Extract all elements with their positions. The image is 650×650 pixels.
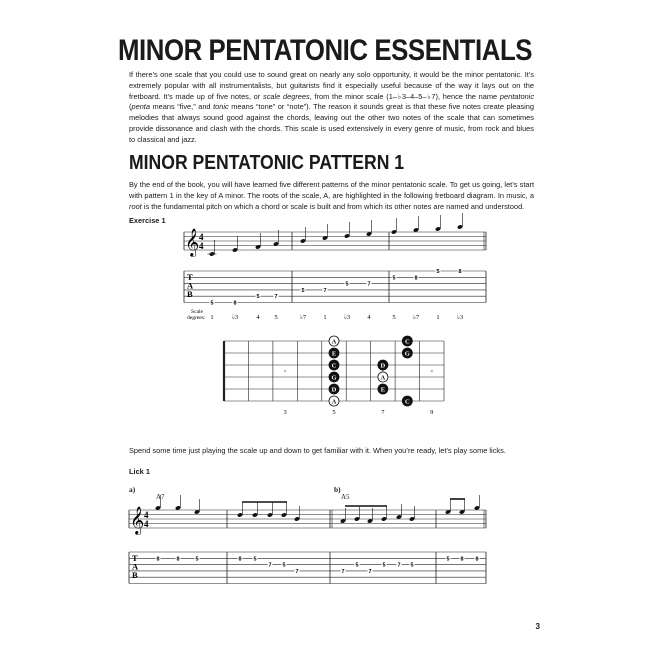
- treble-clef-icon: 𝄞: [185, 230, 200, 256]
- spend-paragraph: Spend some time just playing the scale up and down to get familiar with it. When you’re ready, let’s play some licks.: [129, 446, 506, 455]
- tab-fret-number: 7: [397, 562, 401, 569]
- tab-letter: T: [132, 553, 138, 563]
- tab-fret-number: 7: [368, 568, 372, 575]
- tab-fret-number: 8: [156, 556, 160, 563]
- intro-text: If there’s one scale that you could use to sound great on nearly any solo opportunity, it would be the minor pentatonic. It’s extremely popular with all instrumentalists, but guitarists find it especially useful because of the way it lays out on the fretboard. It’s made up of five notes, or: [129, 70, 534, 101]
- exercise1-tab: [184, 268, 486, 307]
- tab-fret-number: 5: [436, 269, 440, 275]
- time-signature-bottom: 4: [144, 519, 149, 529]
- tab-letter: B: [187, 289, 193, 299]
- tab-fret-number: 5: [355, 562, 359, 569]
- scale-degree: 5: [274, 314, 278, 321]
- fret-number: 3: [283, 409, 287, 416]
- page-title: MINOR PENTATONIC ESSENTIALS: [117, 34, 533, 67]
- intro-text: , from the minor scale (1–♭3–4–5–♭7), hence the name: [309, 91, 500, 101]
- note-name: C: [331, 362, 337, 370]
- page-number: 3: [535, 622, 540, 631]
- scale-degree: 1: [210, 314, 214, 321]
- lick-label: Lick 1: [129, 467, 150, 476]
- tab-fret-number: 5: [392, 275, 396, 282]
- exercise1-degrees: [187, 309, 463, 321]
- scale-degree: 5: [392, 314, 396, 321]
- tab-fret-number: 5: [382, 562, 386, 569]
- scale-degree: ♭3: [231, 314, 239, 321]
- time-signature-top: 4: [144, 510, 149, 520]
- note-name: G: [404, 350, 410, 358]
- fret-marker-dot: [430, 370, 433, 373]
- intro-em: tonic: [213, 102, 229, 112]
- section-text: By the end of the book, you will have learned five different patterns of the minor pentatonic scale. To get us going, let’s start with pattern 1 in the key of A minor. The roots of the scale, A, are highlighted in the following fretboard diagram. In music, a: [129, 180, 534, 200]
- exercise-label: Exercise 1: [129, 216, 166, 225]
- section-em: root: [129, 201, 142, 211]
- tab-fret-number: 8: [475, 556, 479, 563]
- tab-fret-number: 5: [446, 556, 450, 563]
- intro-em: pentatonic: [499, 91, 535, 101]
- section-heading: MINOR PENTATONIC PATTERN 1: [129, 152, 405, 174]
- scale-degree: 4: [367, 314, 371, 321]
- note-name: D: [331, 386, 337, 394]
- tab-fret-number: 5: [195, 556, 199, 563]
- time-signature-bottom: 4: [199, 241, 204, 251]
- tab-fret-number: 5: [410, 562, 414, 569]
- note-name: G: [331, 374, 337, 382]
- fret-number: 5: [332, 409, 336, 416]
- tab-letter: T: [187, 272, 193, 282]
- tab-letter: A: [187, 280, 194, 291]
- note-name: A: [331, 398, 337, 406]
- tab-fret-number: 7: [295, 568, 299, 575]
- fretboard-diagram: [224, 336, 444, 416]
- tab-letter: A: [132, 561, 139, 572]
- note-name: E: [331, 350, 337, 358]
- scale-degree: 1: [436, 314, 440, 321]
- lick-part-b-label: b): [334, 485, 341, 494]
- fret-number: 9: [430, 409, 434, 416]
- tab-fret-number: 5: [345, 281, 349, 288]
- lick-part-a-chord: A7: [156, 493, 165, 501]
- intro-text: (: [129, 102, 132, 112]
- exercise1-staff: [184, 213, 486, 257]
- section-text: is the fundamental pitch on which a chord or scale is built and from which its other notes are named and understood.: [141, 201, 525, 211]
- fret-marker-dot: [284, 370, 287, 373]
- tab-fret-number: 7: [367, 281, 371, 288]
- tab-letter: B: [132, 570, 138, 580]
- tab-fret-number: 8: [458, 269, 462, 275]
- scale-degree: ♭3: [343, 314, 351, 321]
- tab-fret-number: 8: [233, 300, 237, 307]
- tab-fret-number: 7: [274, 294, 278, 301]
- note-name: A: [331, 338, 337, 346]
- note-name: D: [380, 362, 386, 370]
- intro-em: scale degrees: [263, 91, 310, 101]
- scale-degree: ♭7: [299, 314, 307, 321]
- scale-degree: 4: [256, 314, 260, 321]
- lick-part-a-label: a): [129, 485, 136, 494]
- degrees-label: degrees:: [187, 315, 206, 321]
- tab-fret-number: 5: [253, 556, 257, 563]
- scale-degree: ♭7: [412, 314, 420, 321]
- lick1-staff: [129, 495, 486, 535]
- note-name: C: [404, 398, 410, 406]
- tab-fret-number: 7: [268, 562, 272, 569]
- time-signature-top: 4: [199, 232, 204, 242]
- tab-fret-number: 7: [341, 568, 345, 575]
- intro-text: means “tone” or “note”). The reason it sounds great is that these five notes create pleasing melodies that always sound good against the chords, leaving out the other two notes of the scale that can sometimes provide dissonance and clash with the chords. This scale is used extensively in every genre of music, from rock and blues to classical and jazz.: [129, 102, 534, 144]
- tab-fret-number: 5: [301, 287, 305, 294]
- lick1-tab: [129, 552, 486, 584]
- tab-fret-number: 5: [210, 300, 214, 307]
- intro-text: means “five,” and: [149, 102, 214, 112]
- tab-fret-number: 7: [323, 287, 327, 294]
- tab-fret-number: 5: [256, 294, 260, 301]
- tab-fret-number: 5: [282, 562, 286, 569]
- note-name: A: [380, 374, 386, 382]
- scale-degree: ♭3: [456, 314, 464, 321]
- scale-degree: 1: [323, 314, 327, 321]
- note-name: C: [404, 338, 410, 346]
- intro-em: penta: [131, 102, 150, 112]
- tab-fret-number: 8: [414, 275, 418, 282]
- tab-fret-number: 8: [460, 556, 464, 563]
- degrees-label: Scale: [191, 309, 203, 315]
- tab-fret-number: 8: [238, 556, 242, 563]
- treble-clef-icon: 𝄞: [130, 508, 145, 534]
- fret-number: 7: [381, 409, 385, 416]
- note-name: E: [380, 386, 386, 394]
- lick-part-b-chord: A5: [341, 493, 350, 501]
- tab-fret-number: 8: [176, 556, 180, 563]
